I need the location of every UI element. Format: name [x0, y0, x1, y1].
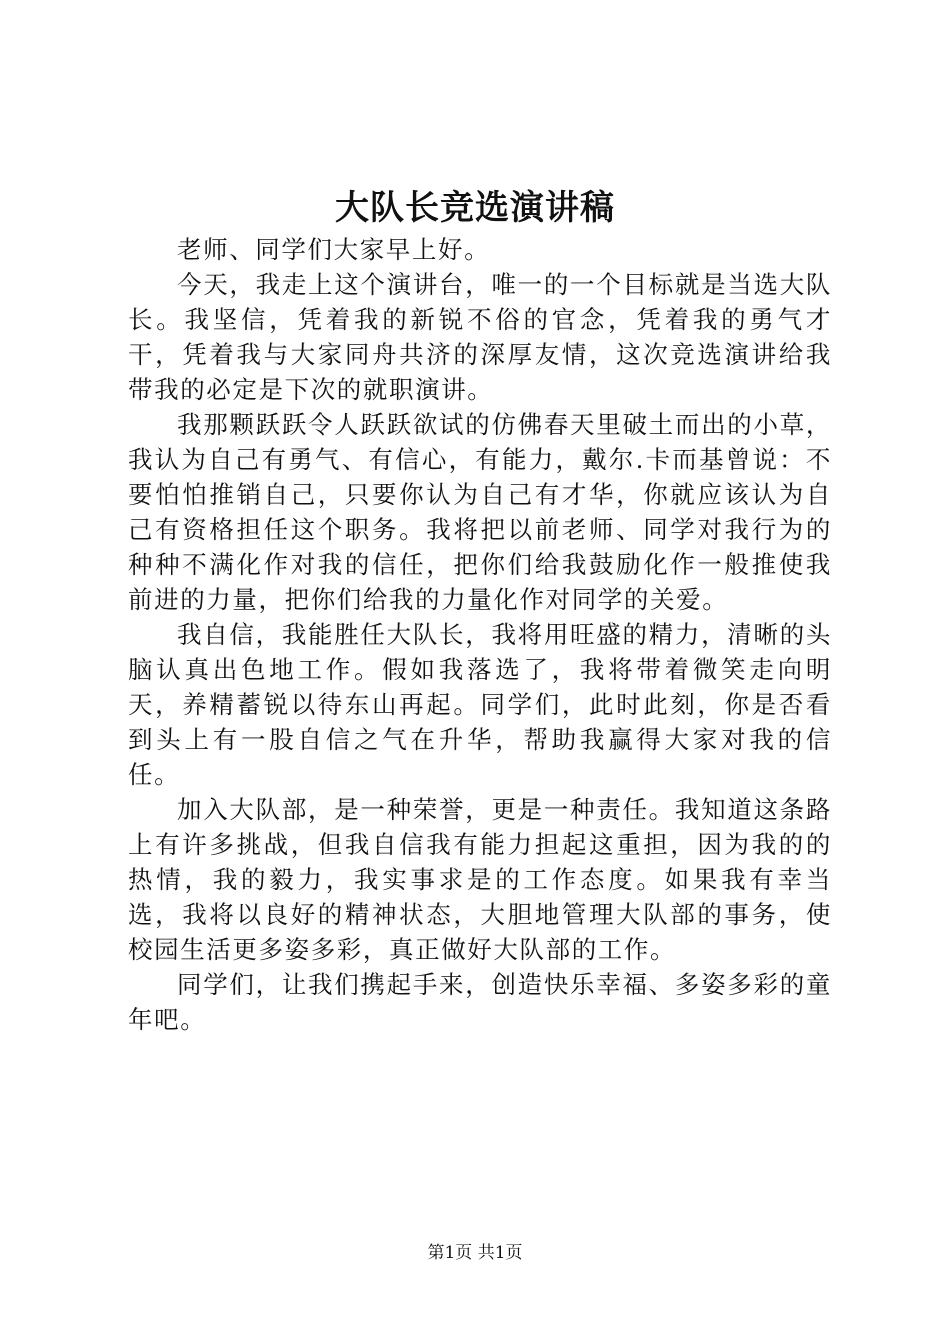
- document-body: [128, 232, 832, 1037]
- paragraph-4: 加入大队部，是一种荣誉，更是一种责任。我知道这条路上有许多挑战，但我自信我有能力担起这重担，因为我的的热情，我的毅力，我实事求是的工作态度。如果我有幸当选，我将以良好的精神状态，大胆地管理大队部的事务，使校园生活更多姿多彩，真正做好大队部的工作。: [128, 795, 832, 964]
- document-title: 大队长竞选演讲稿: [335, 188, 615, 228]
- paragraph-3: 我自信，我能胜任大队长，我将用旺盛的精力，清晰的头脑认真出色地工作。假如我落选了，我将带着微笑走向明天，养精蓄锐以待东山再起。同学们，此时此刻，你是否看到头上有一股自信之气在升华，帮助我赢得大家对我的信任。: [128, 620, 832, 789]
- paragraph-closing: 同学们，让我们携起手来，创造快乐幸福、多姿多彩的童年吧。: [128, 970, 832, 1034]
- paragraph-1: 今天，我走上这个演讲台，唯一的一个目标就是当选大队长。我坚信，凭着我的新锐不俗的官念，凭着我的勇气才干，凭着我与大家同舟共济的深厚友情，这次竞选演讲给我带我的必定是下次的就职演讲。: [128, 270, 832, 404]
- paragraph-2: 我那颗跃跃令人跃跃欲试的仿佛春天里破土而出的小草，我认为自己有勇气、有信心，有能力，戴尔.卡而基曾说：不要怕怕推销自己，只要你认为自己有才华，你就应该认为自己有资格担任这个职务。我将把以前老师、同学对我行为的种种不满化作对我的信任，把你们给我鼓励化作一般推使我前进的力量，把你们给我的力量化作对同学的关爱。: [128, 410, 832, 614]
- page-footer: 第1页 共1页: [427, 1243, 523, 1263]
- paragraph-greeting: 老师、同学们大家早上好。: [177, 235, 491, 264]
